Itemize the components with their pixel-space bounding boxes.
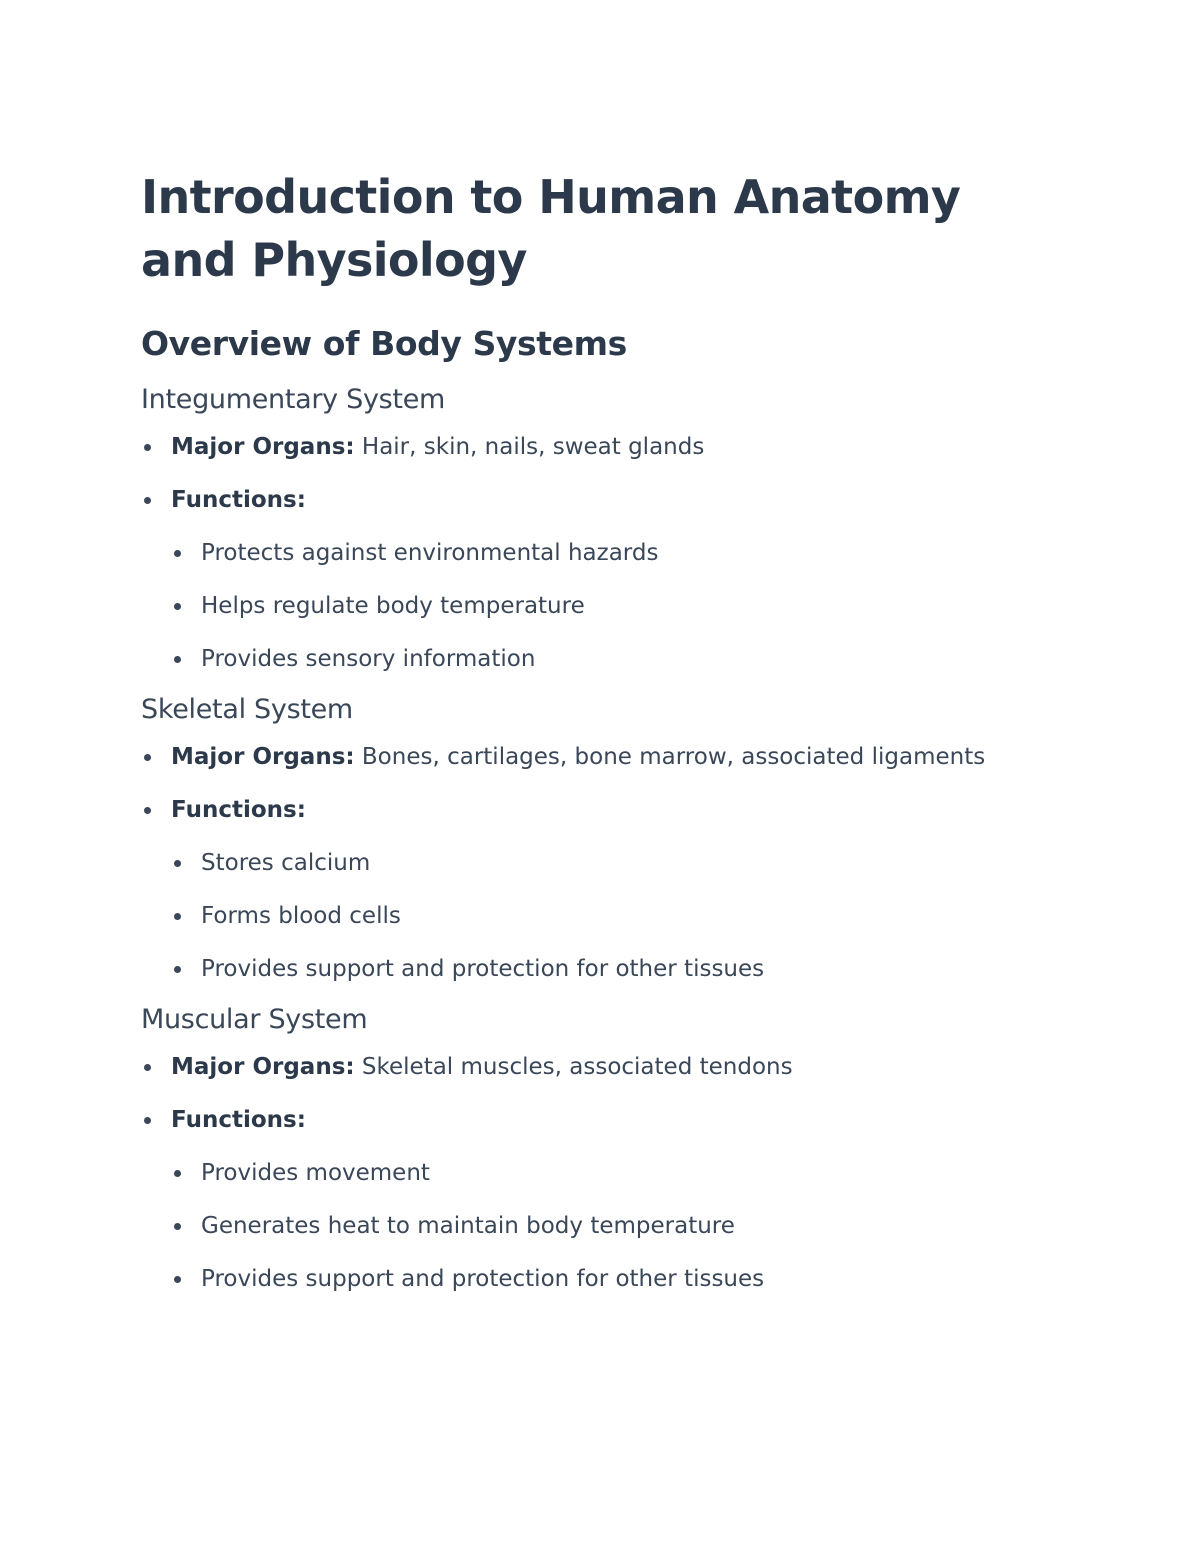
- system-section-muscular: [141, 1000, 1041, 1294]
- document-content: [141, 166, 1041, 1304]
- function-item: Provides movement: [171, 1158, 1041, 1188]
- functions-label: Functions:: [171, 1107, 306, 1133]
- functions-list: [171, 848, 1041, 984]
- system-heading: Muscular System: [141, 1004, 368, 1035]
- functions-item: [141, 1105, 1041, 1294]
- function-item: Generates heat to maintain body temperature: [171, 1211, 1041, 1241]
- functions-list: [171, 1158, 1041, 1294]
- functions-list: [171, 538, 1041, 674]
- major-organs-value: Bones, cartilages, bone marrow, associated ligaments: [361, 744, 986, 770]
- major-organs-label: Major Organs:: [171, 434, 355, 460]
- functions-item: [141, 795, 1041, 984]
- function-item: Provides support and protection for other tissues: [171, 954, 1041, 984]
- major-organs-value: Skeletal muscles, associated tendons: [361, 1054, 793, 1080]
- major-organs-item: [141, 1052, 1041, 1082]
- function-item: Provides sensory information: [171, 644, 1041, 674]
- major-organs-label: Major Organs:: [171, 1054, 355, 1080]
- system-heading: Integumentary System: [141, 384, 446, 415]
- function-item: Provides support and protection for other tissues: [171, 1264, 1041, 1294]
- system-details-list: [141, 1052, 1041, 1294]
- system-details-list: [141, 432, 1041, 674]
- system-section-skeletal: [141, 690, 1041, 984]
- function-item: Forms blood cells: [171, 901, 1041, 931]
- system-details-list: [141, 742, 1041, 984]
- functions-label: Functions:: [171, 487, 306, 513]
- functions-label: Functions:: [171, 797, 306, 823]
- major-organs-item: [141, 742, 1041, 772]
- system-heading: Skeletal System: [141, 694, 353, 725]
- function-item: Stores calcium: [171, 848, 1041, 878]
- major-organs-label: Major Organs:: [171, 744, 355, 770]
- document-title: Introduction to Human Anatomy and Physiology: [141, 170, 961, 287]
- major-organs-value: Hair, skin, nails, sweat glands: [361, 434, 705, 460]
- functions-item: [141, 485, 1041, 674]
- major-organs-item: [141, 432, 1041, 462]
- system-section-integumentary: [141, 380, 1041, 674]
- function-item: Helps regulate body temperature: [171, 591, 1041, 621]
- function-item: Protects against environmental hazards: [171, 538, 1041, 568]
- section-heading: Overview of Body Systems: [141, 324, 627, 363]
